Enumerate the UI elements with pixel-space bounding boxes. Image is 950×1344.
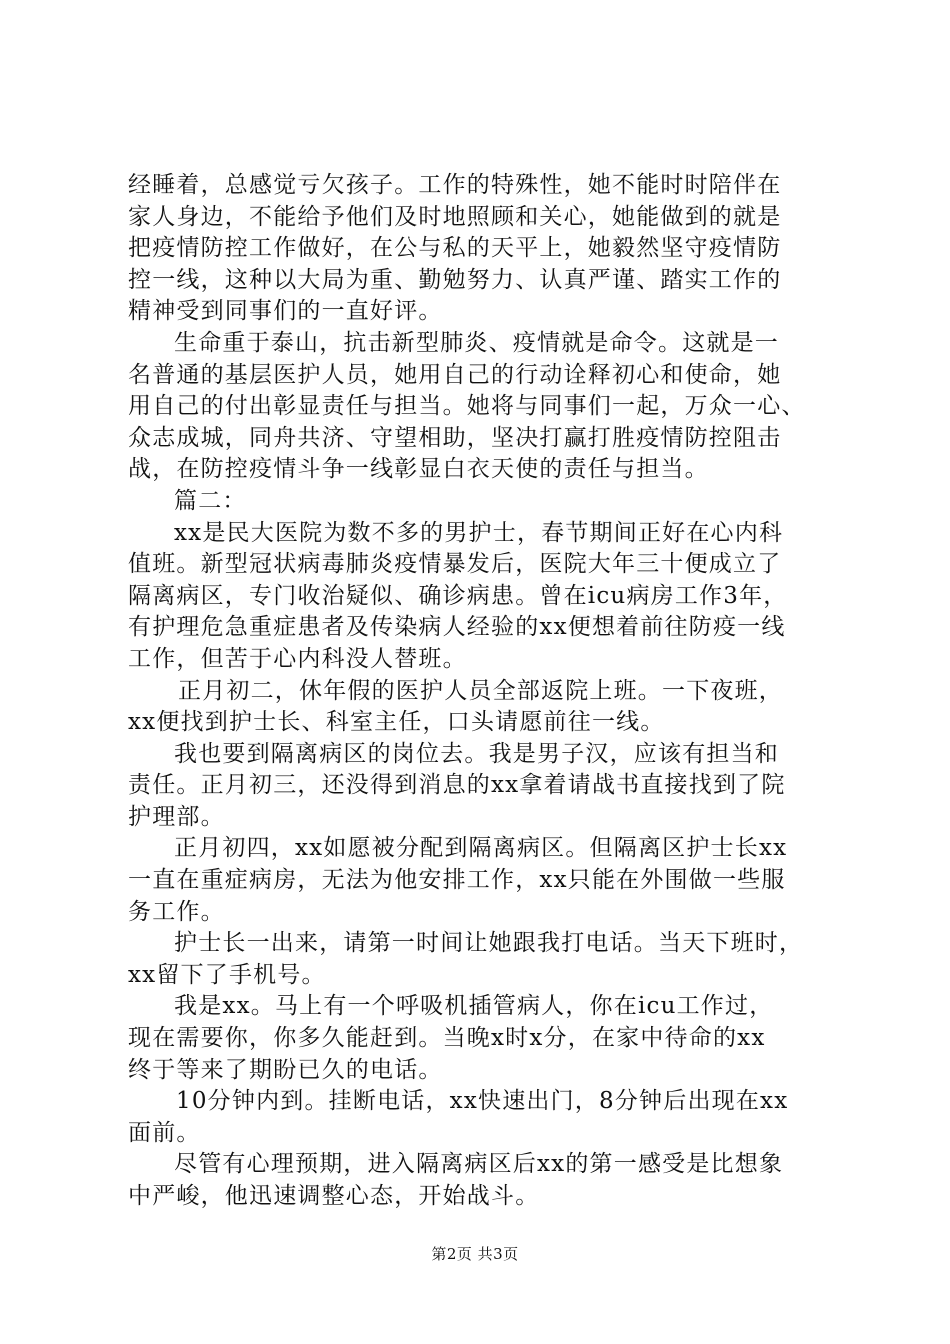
paragraph-start-line: 尽管有心理预期，进入隔离病区后xx的第一感受是比想象 <box>174 1151 784 1178</box>
text-line: 用自己的付出彰显责任与担当。她将与同事们一起，万众一心、 <box>128 393 806 420</box>
text-line: 责任。正月初三，还没得到消息的xx拿着请战书直接找到了院 <box>128 772 786 799</box>
text-line: 现在需要你，你多久能赶到。当晚x时x分，在家中待命的xx <box>128 1025 766 1052</box>
text-line: 值班。新型冠状病毒肺炎疫情暴发后，医院大年三十便成立了 <box>128 551 782 578</box>
text-line: 中严峻，他迅速调整心态，开始战斗。 <box>128 1183 540 1209</box>
text-line: 家人身边，不能给予他们及时地照顾和关心，她能做到的就是 <box>128 203 782 230</box>
text-line: xx便找到护士长、科室主任，口头请愿前往一线。 <box>128 709 665 736</box>
paragraph-start-line: 我也要到隔离病区的岗位去。我是男子汉，应该有担当和 <box>174 740 779 767</box>
paragraph-start-line: 正月初四，xx如愿被分配到隔离病区。但隔离区护士长xx <box>174 835 788 862</box>
text-line: 众志成城，同舟共济、守望相助，坚决打赢打胜疫情防控阻击 <box>128 424 782 451</box>
text-line: 精神受到同事们的一直好评。 <box>128 298 443 325</box>
text-line: 把疫情防控工作做好，在公与私的天平上，她毅然坚守疫情防 <box>128 235 782 262</box>
page-footer: 第2页 共3页 <box>431 1245 519 1263</box>
text-line: 护理部。 <box>128 803 225 830</box>
text-line: 一直在重症病房，无法为他安排工作，xx只能在外围做一些服 <box>128 867 786 894</box>
paragraph-start-line: 护士长一出来，请第一时间让她跟我打电话。当天下班时， <box>174 930 804 957</box>
text-line: xx留下了手机号。 <box>128 961 326 988</box>
paragraph-start-line: 正月初二，休年假的医护人员全部返院上班。一下夜班， <box>178 677 783 704</box>
paragraph-start-line: xx是民大医院为数不多的男护士，春节期间正好在心内科 <box>174 519 784 546</box>
paragraph-start-line: 生命重于泰山，抗击新型肺炎、疫情就是命令。这就是一 <box>174 329 779 356</box>
text-line: 经睡着，总感觉亏欠孩子。工作的特殊性，她不能时时陪伴在 <box>128 172 782 198</box>
text-line: 有护理危急重症患者及传染病人经验的xx便想着前往防疫一线 <box>128 614 786 641</box>
section-heading: 篇二： <box>174 487 247 514</box>
text-line: 隔离病区，专门收治疑似、确诊病患。曾在icu病房工作3年， <box>128 582 788 609</box>
text-line: 终于等来了期盼已久的电话。 <box>128 1056 443 1083</box>
text-line: 务工作。 <box>128 898 225 925</box>
text-line: 工作，但苦于心内科没人替班。 <box>128 645 467 672</box>
text-line: 战，在防控疫情斗争一线彰显白衣天使的责任与担当。 <box>128 456 709 483</box>
document-body <box>128 170 838 1213</box>
paragraph-start-line: 我是xx。马上有一个呼吸机插管病人，你在icu工作过， <box>174 993 774 1020</box>
text-line: 面前。 <box>128 1119 201 1146</box>
text-line: 名普通的基层医护人员，她用自己的行动诠释初心和使命，她 <box>128 361 782 388</box>
text-line: 控一线，这种以大局为重、勤勉努力、认真严谨、踏实工作的 <box>128 266 782 293</box>
paragraph-start-line: 10分钟内到。挂断电话，xx快速出门，8分钟后出现在xx <box>176 1088 789 1115</box>
